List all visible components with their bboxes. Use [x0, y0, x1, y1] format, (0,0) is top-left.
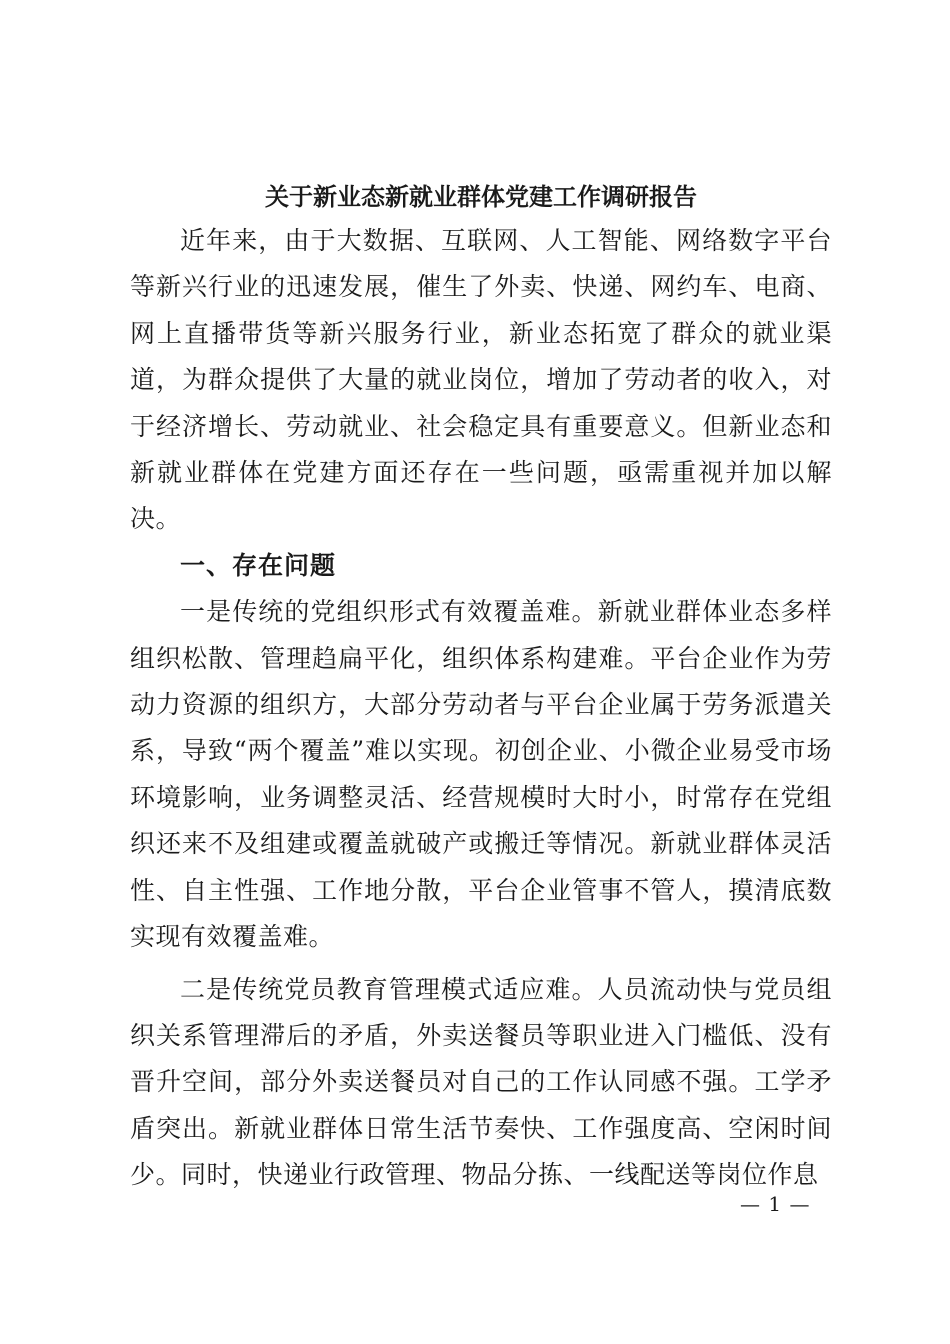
page-number: — 1 —	[740, 1192, 811, 1216]
body-paragraph-1: 一是传统的党组织形式有效覆盖难。新就业群体业态多样组织松散、管理趋扁平化，组织体系构建难。平台企业作为劳动力资源的组织方，大部分劳动者与平台企业属于劳务派遣关系，导致“两个覆盖”难以实现。初创企业、小微企业易受市场环境影响，业务调整灵活、经营规模时大时小，时常存在党组织还来不及组建或覆盖就破产或搬迁等情况。新就业群体灵活性、自主性强、工作地分散，平台企业管事不管人，摸清底数实现有效覆盖难。	[130, 597, 832, 952]
document-title: 关于新业态新就业群体党建工作调研报告	[265, 182, 697, 211]
document-body	[130, 180, 832, 1199]
section-heading: 一、存在问题	[180, 550, 337, 580]
intro-paragraph: 近年来，由于大数据、互联网、人工智能、网络数字平台等新兴行业的迅速发展，催生了外卖、快递、网约车、电商、网上直播带货等新兴服务行业，新业态拓宽了群众的就业渠道，为群众提供了大量的就业岗位，增加了劳动者的收入，对于经济增长、劳动就业、社会稳定具有重要意义。但新业态和新就业群体在党建方面还存在一些问题，亟需重视并加以解决。	[130, 226, 832, 534]
body-paragraph-2: 二是传统党员教育管理模式适应难。人员流动快与党员组织关系管理滞后的矛盾，外卖送餐员等职业进入门槛低、没有晋升空间，部分外卖送餐员对自己的工作认同感不强。工学矛盾突出。新就业群体日常生活节奏快、工作强度高、空闲时间少。同时，快递业行政管理、物品分拣、一线配送等岗位作息	[130, 974, 832, 1190]
